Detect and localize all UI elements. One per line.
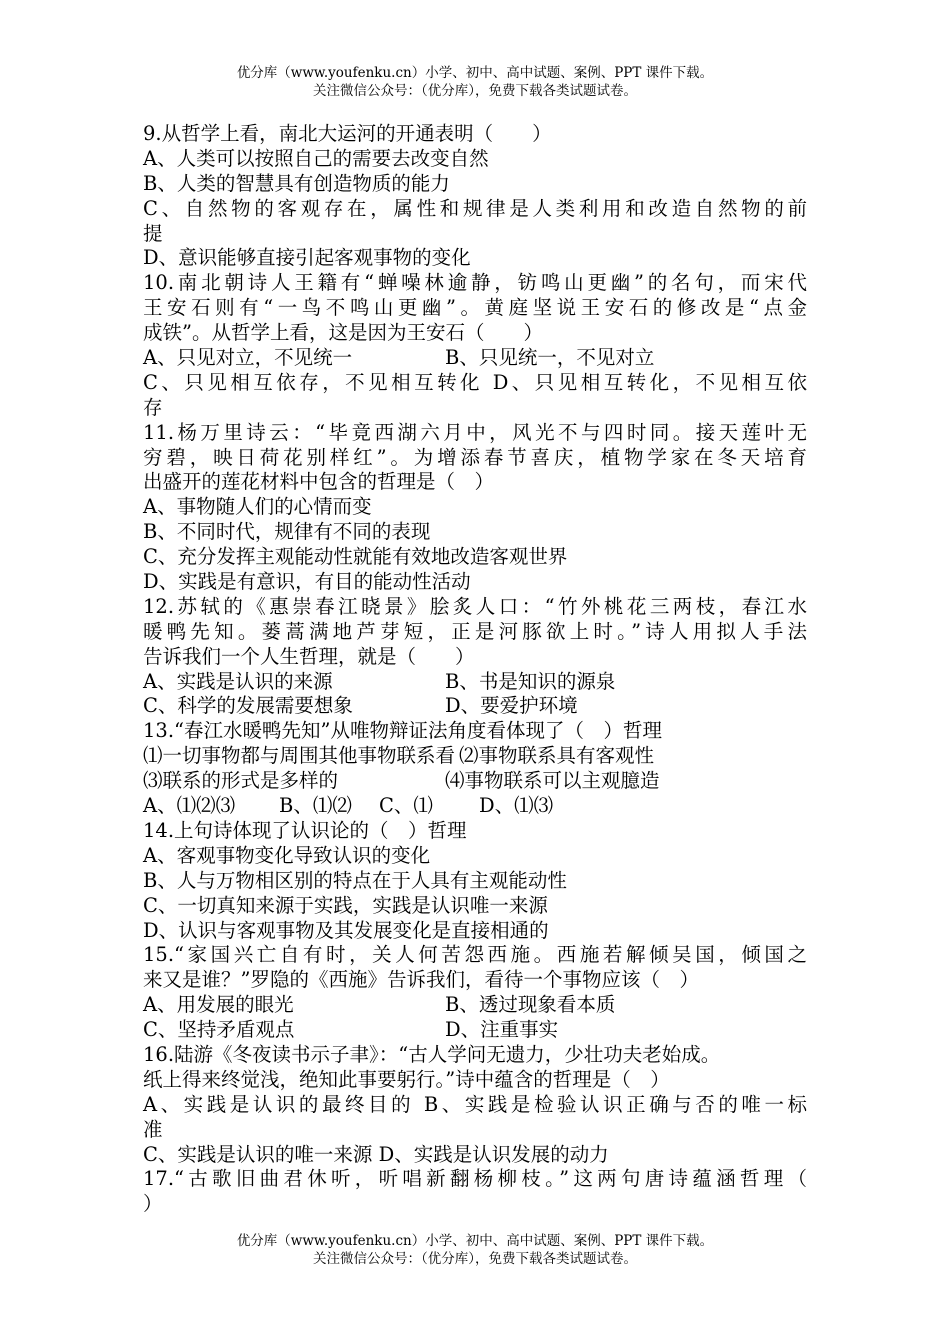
- q12-option-d: D、要爱护环境: [445, 694, 578, 718]
- q13-item-4: ⑷事物联系可以主观臆造: [445, 769, 660, 793]
- q10-stem-line1: 10.南北朝诗人王籍有“蝉噪林逾静，钫鸣山更幽”的名句，而宋代: [143, 271, 807, 295]
- q13-item-2: ⑵事物联系具有客观性: [459, 744, 655, 768]
- q12-options-ab: [143, 670, 807, 695]
- q11-option-c: C、充分发挥主观能动性就能有效地改造客观世界: [143, 545, 568, 569]
- q12-stem-line2: 暖鸭先知。蒌蒿满地芦芽短，正是河豚欲上时。”诗人用拟人手法: [143, 619, 807, 643]
- q10-options-cd-line2: 存: [143, 395, 163, 419]
- q15-options-cd: [143, 1018, 807, 1043]
- q12-option-c: C、科学的发展需要想象: [143, 694, 353, 718]
- q13-items-12: [143, 744, 807, 769]
- q16-stem-line1: 16.陆游《冬夜读书示子聿》：“古人学问无遗力，少壮功夫老始成。: [143, 1042, 721, 1066]
- q13-stem: 13.“春江水暖鸭先知”从唯物辩证法角度看体现了（ ）哲理: [143, 719, 662, 743]
- q13-option-c: C、⑴: [379, 794, 433, 818]
- q14-option-d: D、认识与客观事物及其发展变化是直接相通的: [143, 918, 549, 942]
- q17-stem-line2: ）: [143, 1192, 163, 1216]
- q17-stem-line1: 17.“古歌旧曲君休听，听唱新翻杨柳枝。”这两句唐诗蕴涵哲理（: [143, 1167, 807, 1191]
- q10-option-a: A、只见对立，不见统一: [143, 346, 353, 370]
- q11-stem-line2: 穷碧，映日荷花别样红”。为增添春节喜庆，植物学家在冬天培育: [143, 445, 807, 469]
- page-footer: [0, 1232, 950, 1268]
- q16-options-ab-line2: 准: [143, 1117, 163, 1141]
- q12-stem-line1: 12.苏轼的《惠崇春江晓景》脍炙人口：“竹外桃花三两枝，春江水: [143, 594, 807, 618]
- q12-options-cd: [143, 694, 807, 719]
- q15-options-ab: [143, 993, 807, 1018]
- q16-options-cd: C、实践是认识的唯一来源 D、实践是认识发展的动力: [143, 1142, 609, 1166]
- q14-option-b: B、人与万物相区别的特点在于人具有主观能动性: [143, 868, 567, 892]
- q13-items-34: [143, 769, 807, 794]
- header-line-2: 关注微信公众号：（优分库），免费下载各类试题试卷。: [313, 83, 637, 99]
- page-header: [0, 64, 950, 100]
- question-list: [143, 122, 807, 1217]
- q11-option-b: B、不同时代，规律有不同的表现: [143, 520, 431, 544]
- q10-options-ab: [143, 346, 807, 371]
- q9-option-b: B、人类的智慧具有创造物质的能力: [143, 171, 450, 195]
- q9-option-c-line2: 提: [143, 221, 163, 245]
- q9-option-d: D、意识能够直接引起客观事物的变化: [143, 246, 471, 270]
- footer-line-1: 优分库（www.youfenku.cn）小学、初中、高中试题、案例、PPT 课件下载。: [236, 1233, 714, 1249]
- q9-option-c-line1: C、自然物的客观存在，属性和规律是人类利用和改造自然物的前: [143, 196, 807, 220]
- q16-options-ab-line1: A、实践是认识的最终目的 B、实践是检验认识正确与否的唯一标: [143, 1092, 807, 1116]
- q12-stem-line3: 告诉我们一个人生哲理，就是（ ）: [143, 644, 475, 668]
- q13-item-1: ⑴一切事物都与周围其他事物联系看: [143, 744, 456, 768]
- q15-option-c: C、坚持矛盾观点: [143, 1018, 295, 1042]
- q13-option-a: A、⑴⑵⑶: [143, 794, 236, 818]
- q10-option-b: B、只见统一，不见对立: [445, 346, 655, 370]
- q10-stem-line3: 成铁”。从哲学上看，这是因为王安石（ ）: [143, 321, 543, 345]
- q14-option-c: C、一切真知来源于实践，实践是认识唯一来源: [143, 893, 548, 917]
- q13-options: [143, 794, 807, 819]
- q11-option-d: D、实践是有意识，有目的能动性活动: [143, 570, 471, 594]
- q14-option-a: A、客观事物变化导致认识的变化: [143, 843, 431, 867]
- q10-options-cd-line1: C、只见相互依存，不见相互转化 D、只见相互转化，不见相互依: [143, 370, 807, 394]
- footer-line-2: 关注微信公众号：（优分库），免费下载各类试题试卷。: [313, 1251, 637, 1267]
- q15-option-d: D、注重事实: [445, 1018, 559, 1042]
- q13-option-b: B、⑴⑵: [279, 794, 352, 818]
- q11-stem-line1: 11.杨万里诗云：“毕竟西湖六月中，风光不与四时同。接天莲叶无: [143, 420, 807, 444]
- q12-option-a: A、实践是认识的来源: [143, 669, 333, 693]
- q15-stem-line1: 15.“家国兴亡自有时，关人何苦怨西施。西施若解倾吴国，倾国之: [143, 943, 807, 967]
- q9-stem: 9.从哲学上看，南北大运河的开通表明（ ）: [143, 122, 552, 145]
- q15-option-a: A、用发展的眼光: [143, 993, 294, 1017]
- q16-stem-line2: 纸上得来终觉浅，绝知此事要躬行。”诗中蕴含的哲理是（ ）: [143, 1067, 670, 1091]
- q15-stem-line2: 来又是谁？”罗隐的《西施》告诉我们，看待一个事物应该（ ）: [143, 968, 699, 992]
- q13-item-3: ⑶联系的形式是多样的: [143, 769, 339, 793]
- q9-option-a: A、人类可以按照自己的需要去改变自然: [143, 146, 489, 170]
- q10-stem-line2: 王安石则有“一鸟不鸣山更幽”。黄庭坚说王安石的修改是“点金: [143, 296, 807, 320]
- q15-option-b: B、透过现象看本质: [445, 993, 616, 1017]
- q12-option-b: B、书是知识的源泉: [445, 669, 616, 693]
- q13-option-d: D、⑴⑶: [479, 794, 554, 818]
- q11-option-a: A、事物随人们的心情而变: [143, 495, 372, 519]
- header-line-1: 优分库（www.youfenku.cn）小学、初中、高中试题、案例、PPT 课件下载。: [236, 65, 714, 81]
- q11-stem-line3: 出盛开的莲花材料中包含的哲理是（ ）: [143, 470, 495, 494]
- q14-stem: 14.上句诗体现了认识论的（ ）哲理: [143, 818, 467, 842]
